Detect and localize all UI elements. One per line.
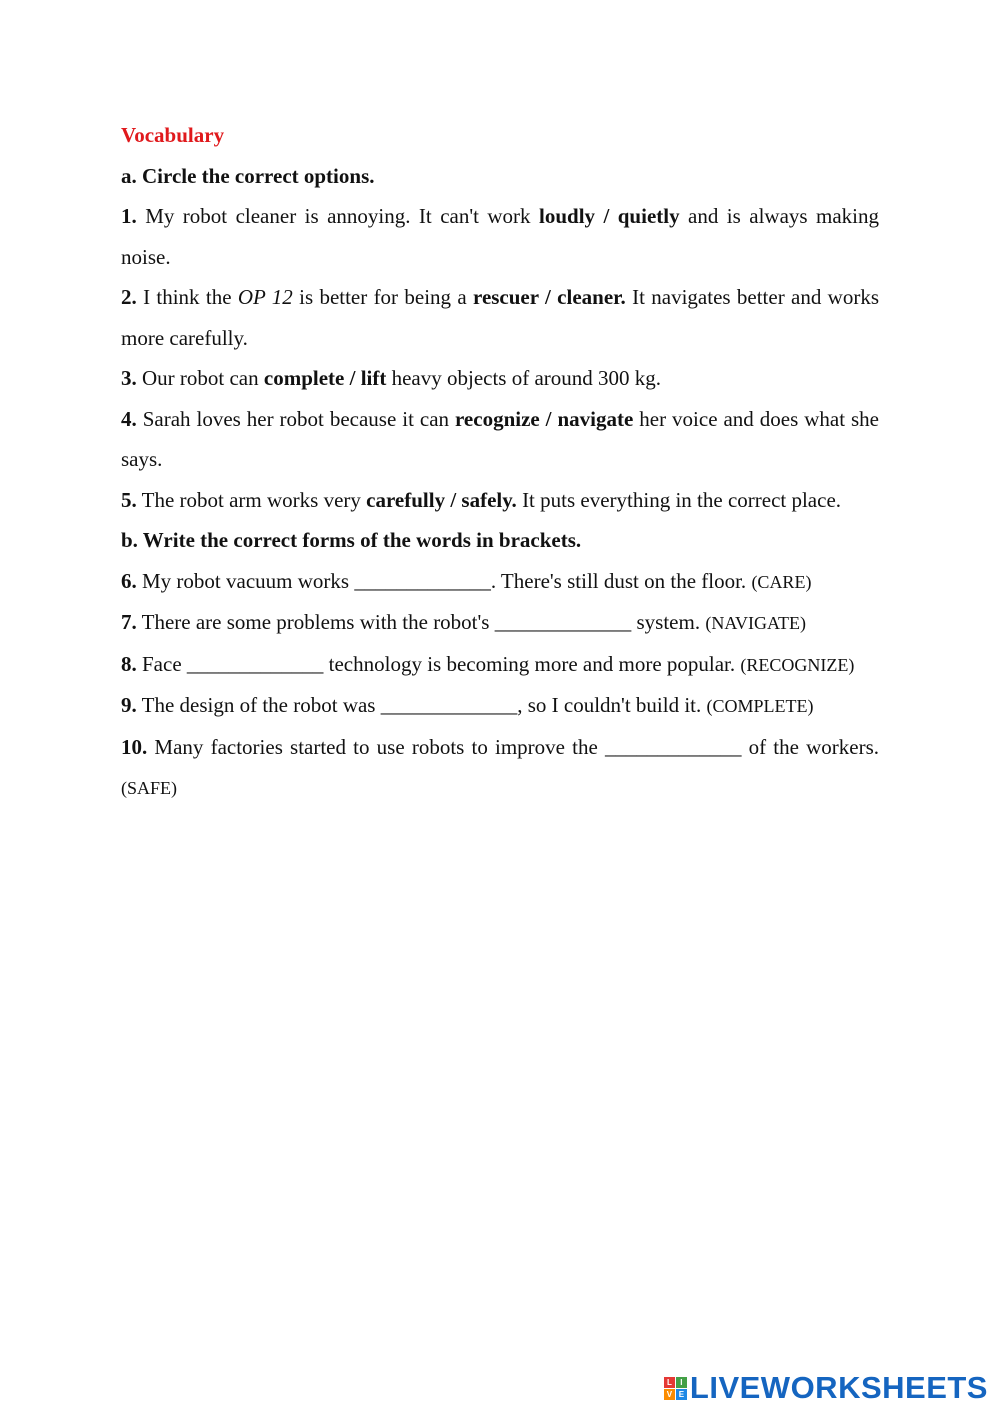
answer-blank[interactable]: _____________: [354, 568, 491, 593]
question-text: The design of the robot was: [136, 693, 381, 717]
word-hint: (RECOGNIZE): [740, 654, 855, 675]
question-text: Face: [136, 651, 187, 676]
question-number: 1.: [121, 204, 137, 228]
question-3: [121, 358, 879, 399]
word-hint: (CARE): [751, 571, 812, 592]
liveworksheets-brand[interactable]: [664, 1370, 988, 1406]
question-text: is better for being a: [292, 285, 473, 309]
word-hint: (SAFE): [121, 778, 178, 798]
word-hint: (NAVIGATE): [705, 613, 806, 633]
question-4: [121, 399, 879, 480]
answer-blank[interactable]: _____________: [604, 734, 742, 759]
logo-tile: E: [676, 1389, 687, 1400]
question-text: of the workers.: [741, 734, 880, 759]
question-text: My robot cleaner is annoying. It can't work: [136, 204, 539, 228]
question-number: 10.: [121, 734, 148, 759]
question-text: It puts everything in the correct place.: [516, 487, 842, 512]
worksheet-content: [121, 115, 879, 809]
logo-tile: V: [664, 1389, 675, 1400]
question-text: and is always making noise.: [121, 204, 879, 269]
answer-options[interactable]: carefully / safely.: [366, 487, 517, 512]
answer-options[interactable]: recognize / navigate: [454, 406, 634, 431]
answer-blank[interactable]: _____________: [380, 693, 518, 717]
question-text: Our robot can: [136, 366, 264, 390]
answer-options[interactable]: complete / lift: [263, 366, 387, 390]
answer-blank[interactable]: _____________: [186, 651, 324, 676]
part-b-title: b. Write the correct forms of the words in brackets.: [121, 528, 582, 552]
question-text: Many factories started to use robots to improve the: [147, 734, 605, 759]
question-9: [121, 685, 879, 727]
question-text: My robot vacuum works: [136, 568, 355, 593]
question-number: 7.: [121, 610, 137, 634]
question-text: It navigates better and works more carefully.: [121, 285, 879, 350]
question-text: There are some problems with the robot's: [136, 610, 495, 634]
question-6: [121, 561, 879, 603]
question-7: [121, 602, 879, 644]
question-text: . There's still dust on the floor.: [490, 568, 752, 593]
question-number: 6.: [121, 568, 137, 593]
answer-options[interactable]: rescuer / cleaner.: [473, 285, 626, 309]
question-text: system.: [631, 610, 706, 634]
question-text: her voice and does what she says.: [121, 406, 879, 471]
logo-tile: I: [676, 1377, 687, 1388]
question-5: [121, 480, 879, 521]
liveworksheets-logo-icon: [664, 1377, 687, 1400]
question-text: technology is becoming more and more popular.: [323, 651, 741, 676]
question-number: 9.: [121, 693, 137, 717]
question-number: 2.: [121, 285, 137, 309]
answer-options[interactable]: loudly / quietly: [539, 204, 680, 228]
question-10: [121, 727, 879, 809]
question-number: 8.: [121, 651, 137, 676]
brand-name: LIVEWORKSHEETS: [689, 1370, 988, 1405]
section-heading: Vocabulary: [121, 123, 225, 147]
question-1: [121, 196, 879, 277]
question-8: [121, 644, 879, 686]
question-number: 4.: [121, 406, 137, 431]
question-text: The robot arm works very: [136, 487, 367, 512]
logo-tile: L: [664, 1377, 675, 1388]
question-text: I think the: [136, 285, 238, 309]
part-a-title: a. Circle the correct options.: [121, 163, 375, 188]
question-text: , so I couldn't build it.: [517, 693, 707, 717]
question-text: Sarah loves her robot because it can: [136, 406, 455, 431]
question-text: heavy objects of around 300 kg.: [386, 366, 662, 390]
answer-blank[interactable]: _____________: [494, 610, 632, 634]
question-2: [121, 277, 879, 358]
question-number: 3.: [121, 366, 137, 390]
word-hint: (COMPLETE): [706, 696, 814, 716]
robot-model-name: OP 12: [237, 285, 293, 309]
question-number: 5.: [121, 487, 137, 512]
